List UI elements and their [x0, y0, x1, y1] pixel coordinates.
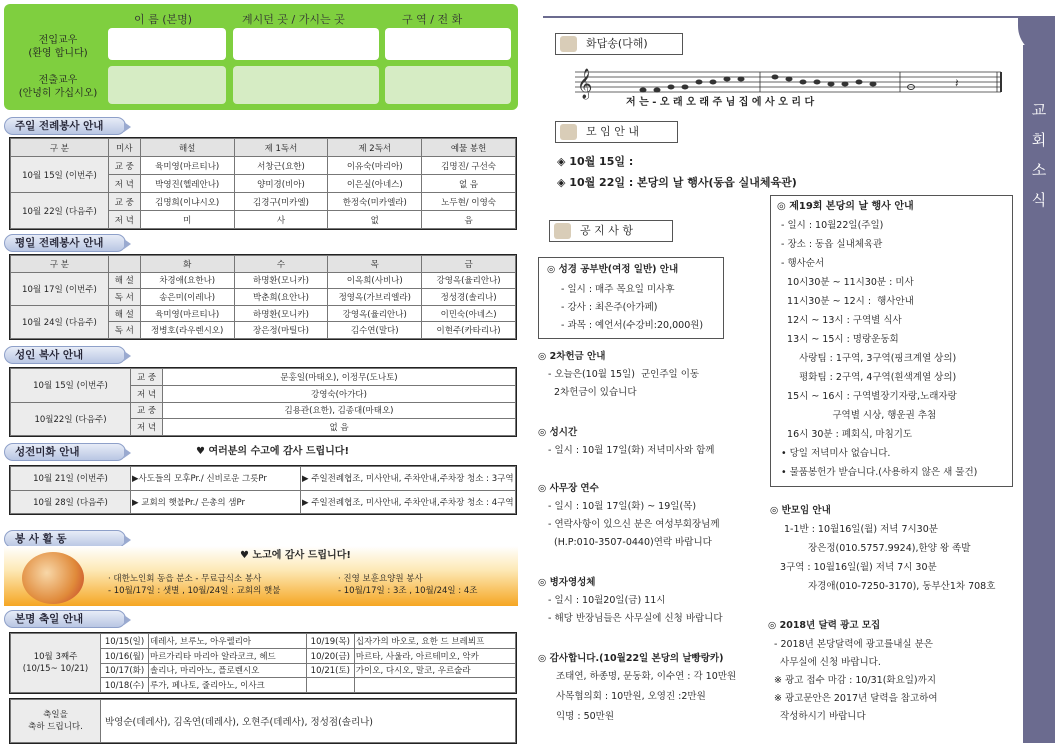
header-cell: 제 2독서: [328, 139, 422, 157]
bible-study-box: [538, 257, 724, 339]
table-row: [11, 157, 516, 175]
date-cell: 10월22일 (다음주): [11, 402, 131, 436]
table-row: [11, 193, 516, 211]
banmo-line2: 장은정(010.5757.9924),한양 왕 족발: [808, 543, 971, 554]
calendar-line3: ※ 광고 접수 마감 : 10/31(화요일)까지: [774, 675, 936, 686]
bible-study-title: ◎ 성경 공부반(여정 일반) 안내: [547, 264, 679, 275]
table-cell: 10/16(월): [101, 648, 149, 663]
table-cell: 하명환(모니카): [234, 305, 328, 322]
table-cell: 문홍일(마태오), 이정무(도나토): [163, 369, 516, 386]
table-row: [11, 402, 516, 419]
header-address: 계시던 곳 / 가시는 곳: [242, 13, 345, 26]
hymn-title-box: [555, 33, 683, 55]
svg-text:𝄞: 𝄞: [577, 69, 593, 99]
table-cell: 10/21(토): [306, 663, 354, 678]
table-cell: 루가, 페나토, 줄리아노, 이사크: [149, 678, 307, 693]
date-cell: 10월 21일 (이번주): [11, 467, 131, 491]
second-collection-line1: - 오늘은(10월 15일) 군인주일 이동: [548, 369, 700, 380]
event-line: 구역별 시상, 행운권 추첨: [781, 410, 937, 421]
header-cell: 제 1독서: [234, 139, 328, 157]
table-cell: 김명희(이냐시오): [140, 193, 234, 211]
table-cell: 음: [422, 211, 516, 229]
calendar-line1: - 2018년 본당달력에 광고를내실 분은: [774, 639, 933, 650]
table-cell: 서창근(요한): [234, 157, 328, 175]
table-cell: 정영옥(가브리엘라): [328, 289, 422, 306]
table-cell: ▶ 교회의 햇불Pr./ 은총의 샘Pr: [131, 490, 301, 514]
cleaning-thanks: ♥ 여러분의 수고에 감사 드립니다!: [196, 446, 350, 457]
table-cell: 십자가의 바오로, 요한 드 브레뵈프: [354, 634, 515, 649]
move-in-label: 전입교우 (환영 합니다): [28, 35, 88, 59]
header-name: 이 름 (본명): [134, 13, 193, 26]
move-in-address-field[interactable]: [233, 28, 379, 60]
table-cell: 이현주(카타리나): [422, 322, 516, 339]
holy-hour-line1: - 일시 : 10월 17일(화) 저녁미사와 함께: [548, 445, 715, 456]
table-cell: 박춘희(요안나): [234, 289, 328, 306]
feast-section-title: 본명 축일 안내: [4, 610, 126, 628]
sick-communion-line1: - 일시 : 10월20일(금) 11시: [548, 595, 666, 606]
meeting-title: 모 임 안 내: [586, 125, 639, 138]
apostle-line1: - 일시 : 10월 17일(화) ~ 19일(목): [548, 501, 697, 512]
move-out-zone-field[interactable]: [385, 66, 511, 104]
table-row: [11, 634, 516, 649]
service-section-title: 봉 사 활 동: [4, 530, 126, 548]
apostle-line2: - 연락사항이 있으신 분은 여성부회장님께: [548, 519, 720, 530]
second-collection-title: ◎ 2차헌금 안내: [538, 351, 606, 362]
cleaning-table: [9, 465, 517, 515]
table-cell: 교 중: [131, 402, 163, 419]
sick-communion-title: ◎ 병자영성체: [538, 577, 596, 588]
table-row: [11, 369, 516, 386]
date-cell: 10월 28일 (다음주): [11, 490, 131, 514]
table-cell: 저 녁: [108, 211, 140, 229]
second-collection-line2: 2차헌금이 있습니다: [548, 387, 637, 398]
table-cell: 이옥희(사비나): [328, 272, 422, 289]
calendar-line5: 작성하시기 바랍니다: [774, 711, 866, 722]
feast-range: 10월 3째주 (10/15~ 10/21): [11, 634, 101, 693]
bible-study-line2: - 강사 : 최은주(아가페): [561, 302, 658, 313]
table-row: [11, 467, 516, 491]
service-right-line2: - 10월/17일 : 3조 , 10월/24일 : 4조: [338, 586, 478, 596]
notice-title: 공 지 사 항: [580, 224, 633, 237]
table-cell: 정병호(라우렌시오): [140, 322, 234, 339]
apostle-title: ◎ 사무장 연수: [538, 483, 599, 494]
date-cell: 10월 24일 (다음주): [11, 305, 109, 338]
event-line: 평화팀 : 2구역, 4구역(흰색계열 상의): [781, 372, 957, 383]
event-line: 16시 30분 : 폐회식, 마침기도: [781, 429, 913, 440]
table-cell: 김경구(미카엘): [234, 193, 328, 211]
thanks-line2: 사목협의회 : 10만원, 오영진 :2만원: [556, 691, 706, 702]
date-cell: 10월 17일 (이번주): [11, 272, 109, 305]
table-cell: 마르타, 사울라, 아르테미오, 악카: [354, 648, 515, 663]
sunday-section-title: 주일 전례봉사 안내: [4, 117, 126, 135]
calendar-title: ◎ 2018년 달력 광고 모집: [768, 620, 881, 631]
header-cell: 수: [234, 256, 328, 273]
event-line: 12시 ~ 13시 : 구역별 식사: [781, 315, 902, 326]
table-cell: 마르가리타 마리아 알라코크, 헤드: [149, 648, 307, 663]
header-cell: 미사: [108, 139, 140, 157]
side-banner: [1023, 45, 1055, 743]
table-cell: 한정숙(미카엘라): [328, 193, 422, 211]
meeting-line2: ◈ 10월 22일 : 본당의 날 행사(동읍 실내체육관): [557, 176, 797, 189]
sunday-table: [9, 137, 517, 230]
event-line: 10시30분 ~ 11시30분 : 미사: [781, 277, 914, 288]
table-cell: 김용관(요한), 김종대(마태오): [163, 402, 516, 419]
table-cell: 없 음: [422, 175, 516, 193]
svg-text:𝄽: 𝄽: [955, 76, 959, 90]
event-line: • 물품봉헌가 받습니다.(사용하지 않은 새 물건): [781, 467, 978, 478]
table-cell: 10/19(목): [306, 634, 354, 649]
table-cell: 10/15(일): [101, 634, 149, 649]
feast-table: [9, 632, 517, 694]
header-cell: 화: [140, 256, 234, 273]
table-cell: 10/20(금): [306, 648, 354, 663]
table-cell: 이민숙(아네스): [422, 305, 516, 322]
service-left-line1: · 대한노인회 동읍 분소 - 무료급식소 봉사: [108, 574, 262, 584]
header-cell: 금: [422, 256, 516, 273]
bible-study-line3: - 과목 : 예언서(수강비:20,000원): [561, 320, 704, 331]
adult-section-title: 성인 복사 안내: [4, 346, 126, 364]
apostle-line3: (H.P:010-3507-0440)연락 바랍니다: [548, 537, 712, 548]
table-row: [11, 272, 516, 289]
table-cell: 강영옥(율리안나): [422, 272, 516, 289]
event-line: 11시30분 ~ 12시 : 행사안내: [781, 296, 914, 307]
table-cell: 강영숙(아가다): [163, 385, 516, 402]
table-cell: 가이오, 다시오, 말코, 우르술라: [354, 663, 515, 678]
table-cell: 없: [328, 211, 422, 229]
sick-communion-line2: - 해당 반장님들은 사무실에 신청 바랍니다: [548, 613, 723, 624]
header-cell: 구 분: [11, 256, 109, 273]
table-row: [11, 490, 516, 514]
hymn-lyric: 저 는 - 오 래 오 래 주 님 집 에 사 오 리 다: [626, 97, 815, 108]
calendar-line2: 사무실에 신청 바랍니다.: [774, 657, 881, 668]
table-cell: 없 음: [163, 419, 516, 436]
header-cell: 예물 봉헌: [422, 139, 516, 157]
event-line: - 행사순서: [781, 258, 825, 269]
adult-table: [9, 367, 517, 437]
bless-names: 박영순(데레사), 김옥연(데레사), 오현주(데레사), 정성점(솔리나): [101, 700, 516, 743]
table-cell: 차경애(요한나): [140, 272, 234, 289]
move-in-name-field[interactable]: [108, 28, 226, 60]
table-cell: 강영옥(율리안나): [328, 305, 422, 322]
bible-study-line1: - 일시 : 매주 목요일 미사후: [561, 284, 675, 295]
hymn-title: 화답송(다해): [586, 37, 648, 50]
date-cell: 10월 15일 (이번주): [11, 157, 109, 193]
weekday-table: [9, 254, 517, 340]
move-out-label: 전출교우 (안녕히 가십시오): [18, 75, 98, 99]
event-line: 13시 ~ 15시 : 명랑운동회: [781, 334, 899, 345]
calendar-line4: ※ 광고문안은 2017년 달력을 참고하여: [774, 693, 938, 704]
table-cell: ▶ 주일전례협조, 미사안내, 주차안내,주차장 청소 : 4구역: [301, 490, 516, 514]
table-cell: 이은실(아네스): [328, 175, 422, 193]
banmo-line4: 자경애(010-7250-3170), 동부산1차 708호: [808, 581, 996, 592]
move-in-zone-field[interactable]: [385, 28, 511, 60]
event-line: 사랑팀 : 1구역, 3구역(핑크계열 상의): [781, 353, 957, 364]
weekday-section-title: 평일 전례봉사 안내: [4, 234, 126, 252]
top-divider: [543, 16, 1023, 18]
holy-hour-title: ◎ 성시간: [538, 427, 578, 438]
table-cell: 박영진(헬레안나): [140, 175, 234, 193]
table-cell: ▶ 주일전례협조, 미사안내, 주차안내,주차장 청소 : 3구역: [301, 467, 516, 491]
table-cell: 교 중: [131, 369, 163, 386]
thanks-line1: 조태연, 하종명, 문동화, 이수연 : 각 10만원: [556, 671, 737, 682]
event-line: 15시 ~ 16시 : 구역별장기자랑,노래자랑: [781, 391, 957, 402]
thanks-line3: 익명 : 50만원: [556, 711, 615, 722]
meeting-line1: ◈ 10월 15일 :: [557, 155, 634, 168]
table-cell: 장은정(마틸다): [234, 322, 328, 339]
header-cell: 구 분: [11, 139, 109, 157]
music-staff-icon: [575, 66, 1005, 100]
table-cell: 육미영(마르티나): [140, 305, 234, 322]
table-cell: 육미영(마르티나): [140, 157, 234, 175]
registration-panel: [4, 4, 518, 110]
table-cell: 해 설: [108, 272, 140, 289]
thanks-title: ◎ 감사합니다.(10월22일 본당의 날빵랑카): [538, 653, 724, 664]
header-cell: 목: [328, 256, 422, 273]
event-box: [770, 195, 1013, 487]
notice-title-box: [549, 220, 673, 242]
people-illustration-icon: [22, 552, 84, 604]
bless-table: [9, 698, 517, 744]
table-cell: 저 녁: [108, 175, 140, 193]
table-cell: 하명환(모니카): [234, 272, 328, 289]
table-cell: 김수연(말다): [328, 322, 422, 339]
event-line: - 장소 : 동읍 실내체육관: [781, 239, 883, 250]
header-cell: 해설: [140, 139, 234, 157]
table-cell: 사: [234, 211, 328, 229]
date-cell: 10월 22일 (다음주): [11, 193, 109, 229]
move-out-address-field[interactable]: [233, 66, 379, 104]
meeting-title-box: [555, 121, 678, 143]
event-line: • 당일 저녁미사 없습니다.: [781, 448, 891, 459]
table-cell: 해 설: [108, 305, 140, 322]
date-cell: 10월 15일 (이번주): [11, 369, 131, 403]
header-cell: [108, 256, 140, 273]
service-left-line2: - 10월/17일 : 샛별 , 10월/24일 : 교회의 햇불: [108, 586, 281, 596]
move-out-name-field[interactable]: [108, 66, 226, 104]
table-cell: 10/17(화): [101, 663, 149, 678]
table-cell: 독 서: [108, 322, 140, 339]
table-cell: 저 녁: [131, 385, 163, 402]
table-cell: 독 서: [108, 289, 140, 306]
table-row: [11, 305, 516, 322]
table-cell: [354, 678, 515, 693]
table-cell: 데레사, 브루노, 아우렐리아: [149, 634, 307, 649]
banmo-title: ◎ 반모임 안내: [770, 505, 831, 516]
table-cell: 솔리나, 마리아노, 플로렌시오: [149, 663, 307, 678]
header-zone: 구 역 / 전 화: [402, 13, 463, 26]
bless-label: 축일을 축하 드립니다.: [11, 700, 101, 743]
table-cell: 저 녁: [131, 419, 163, 436]
service-thanks: ♥ 노고에 감사 드립니다!: [240, 550, 351, 561]
table-cell: 노두현/ 이영숙: [422, 193, 516, 211]
table-cell: 이유숙(마리아): [328, 157, 422, 175]
event-title: ◎ 제19회 본당의 날 행사 안내: [777, 201, 914, 212]
service-panel: [4, 546, 518, 606]
cleaning-section-title: 성전미화 안내: [4, 443, 126, 461]
service-right-line1: · 진영 보훈요양원 봉사: [338, 574, 423, 584]
banmo-line3: 3구역 : 10월16일(월) 저녁 7시 30분: [780, 562, 937, 573]
table-cell: 미: [140, 211, 234, 229]
side-banner-label: 교 회 소 식: [1031, 101, 1047, 209]
event-line: - 일시 : 10월22일(주일): [781, 220, 884, 231]
table-cell: 교 중: [108, 157, 140, 175]
table-cell: 10/18(수): [101, 678, 149, 693]
banmo-line1: 1-1반 : 10월16일(월) 저녁 7시30분: [784, 524, 938, 535]
table-cell: 정성경(솔리나): [422, 289, 516, 306]
table-cell: 김명진/ 구선숙: [422, 157, 516, 175]
table-cell: 송은미(이레나): [140, 289, 234, 306]
table-cell: ▶사도들의 모후Pr./ 신비로운 그릇Pr: [131, 467, 301, 491]
table-cell: 교 중: [108, 193, 140, 211]
table-cell: [306, 678, 354, 693]
table-cell: 양미경(비아): [234, 175, 328, 193]
